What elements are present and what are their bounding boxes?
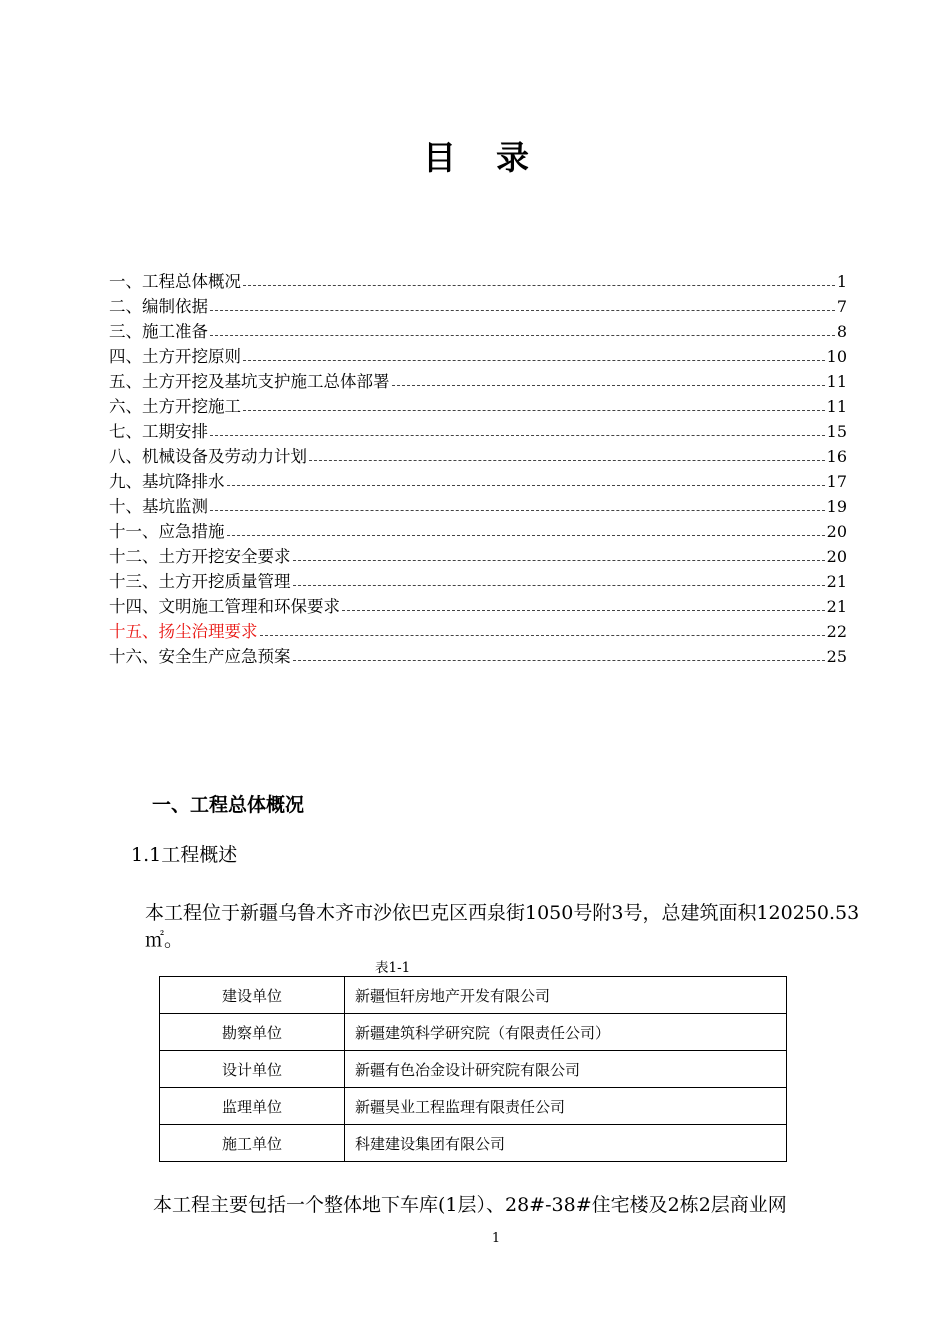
toc-leader <box>243 360 825 361</box>
toc-entry[interactable] <box>109 318 847 343</box>
toc-entry-page: 17 <box>826 472 847 491</box>
toc-entry[interactable] <box>109 393 847 418</box>
toc-entry-page: 10 <box>826 347 847 366</box>
toc-leader <box>243 285 835 286</box>
project-units-table <box>159 976 787 1162</box>
scope-paragraph: 本工程主要包括一个整体地下车库(1层）、28#-38#住宅楼及2栋2层商业网 <box>153 1194 787 1216</box>
page-number: 1 <box>491 1231 501 1246</box>
toc-entry[interactable] <box>109 593 847 618</box>
table-key-cell: 施工单位 <box>160 1125 345 1162</box>
table-value-cell: 新疆建筑科学研究院（有限责任公司） <box>345 1014 787 1051</box>
table-value-cell: 新疆有色冶金设计研究院有限公司 <box>345 1051 787 1088</box>
toc-entry[interactable] <box>109 543 847 568</box>
toc-entry-page: 7 <box>836 297 847 316</box>
toc-leader <box>309 460 825 461</box>
table-key-cell: 设计单位 <box>160 1051 345 1088</box>
toc-entry[interactable] <box>109 418 847 443</box>
toc-leader <box>210 335 835 336</box>
toc-leader <box>210 310 835 311</box>
toc-entry-page: 20 <box>826 522 847 541</box>
toc-entry[interactable] <box>109 443 847 468</box>
toc-entry-page: 22 <box>826 622 847 641</box>
toc-entry-page: 21 <box>826 572 847 591</box>
table-key-cell: 监理单位 <box>160 1088 345 1125</box>
toc-entry-label: 一、工程总体概况 <box>109 272 241 291</box>
toc-leader <box>293 585 825 586</box>
table-value-cell: 新疆昊业工程监理有限责任公司 <box>345 1088 787 1125</box>
toc-title: 目录 <box>423 138 569 177</box>
table-key-cell: 勘察单位 <box>160 1014 345 1051</box>
section-heading: 一、工程总体概况 <box>152 794 305 816</box>
toc-entry-label: 十一、应急措施 <box>109 522 225 541</box>
toc-entry-label: 四、土方开挖原则 <box>109 347 241 366</box>
toc-entry-label: 十六、安全生产应急预案 <box>109 647 291 666</box>
toc-entry-label: 七、工期安排 <box>109 422 208 441</box>
toc-entry-label: 十五、扬尘治理要求 <box>109 622 258 641</box>
table-row <box>160 1088 787 1125</box>
toc-entry-label: 十、基坑监测 <box>109 497 208 516</box>
toc-entry[interactable] <box>109 368 847 393</box>
toc-entry-label: 八、机械设备及劳动力计划 <box>109 447 307 466</box>
toc-entry-label: 五、土方开挖及基坑支护施工总体部署 <box>109 372 390 391</box>
toc-entry-page: 25 <box>826 647 847 666</box>
toc-leader <box>260 635 825 636</box>
toc-entry[interactable] <box>109 643 847 668</box>
toc-entry-label: 二、编制依据 <box>109 297 208 316</box>
toc-leader <box>293 660 825 661</box>
toc-entry-label: 三、施工准备 <box>109 322 208 341</box>
table-row <box>160 1014 787 1051</box>
table-row <box>160 1125 787 1162</box>
overview-paragraph: 本工程位于新疆乌鲁木齐市沙依巴克区西泉街1050号附3号，总建筑面积120250.53㎡。 <box>145 902 860 951</box>
toc-entry[interactable] <box>109 343 847 368</box>
toc-entry-label: 六、土方开挖施工 <box>109 397 241 416</box>
table-value-cell: 新疆恒轩房地产开发有限公司 <box>345 977 787 1014</box>
toc-leader <box>210 435 825 436</box>
toc-entry-page: 15 <box>826 422 847 441</box>
toc-entry[interactable] <box>109 493 847 518</box>
toc-entry[interactable] <box>109 268 847 293</box>
toc-entry-page: 11 <box>826 397 847 416</box>
toc-entry-page: 8 <box>836 322 847 341</box>
toc-entry[interactable] <box>109 618 847 643</box>
table-caption: 表1-1 <box>375 960 411 976</box>
toc-leader <box>342 610 825 611</box>
toc-entry-label: 九、基坑降排水 <box>109 472 225 491</box>
toc-entry[interactable] <box>109 568 847 593</box>
subsection-heading: 1.1工程概述 <box>131 844 238 866</box>
toc-entry-page: 11 <box>826 372 847 391</box>
toc-entry-page: 1 <box>836 272 847 291</box>
toc-entry-label: 十二、土方开挖安全要求 <box>109 547 291 566</box>
toc-leader <box>293 560 825 561</box>
table-key-cell: 建设单位 <box>160 977 345 1014</box>
toc-leader <box>227 485 825 486</box>
toc-entry[interactable] <box>109 468 847 493</box>
toc-entry-label: 十三、土方开挖质量管理 <box>109 572 291 591</box>
toc-entry-page: 20 <box>826 547 847 566</box>
toc-entry-page: 16 <box>826 447 847 466</box>
table-of-contents <box>109 268 847 668</box>
table-row <box>160 1051 787 1088</box>
toc-entry-label: 十四、文明施工管理和环保要求 <box>109 597 340 616</box>
toc-leader <box>210 510 825 511</box>
table-value-cell: 科建建设集团有限公司 <box>345 1125 787 1162</box>
toc-entry[interactable] <box>109 293 847 318</box>
table-row <box>160 977 787 1014</box>
toc-entry-page: 19 <box>826 497 847 516</box>
toc-entry[interactable] <box>109 518 847 543</box>
toc-leader <box>227 535 825 536</box>
toc-entry-page: 21 <box>826 597 847 616</box>
toc-leader <box>392 385 825 386</box>
toc-leader <box>243 410 825 411</box>
